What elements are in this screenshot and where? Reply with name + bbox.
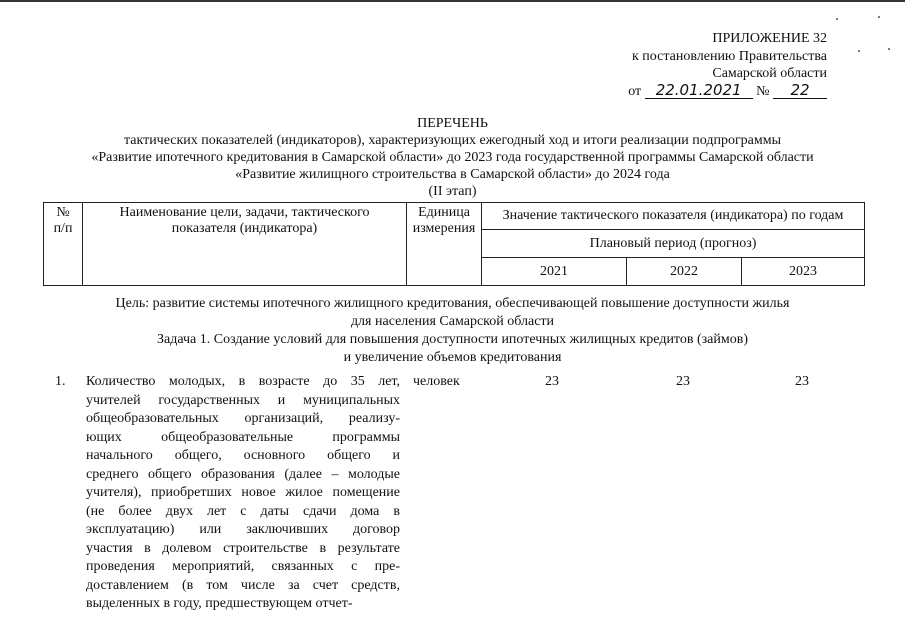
indicators-table-header bbox=[43, 202, 865, 286]
document-heading bbox=[30, 115, 875, 200]
row-unit: человек bbox=[413, 374, 460, 389]
col-unit-header: Единица измерения bbox=[407, 203, 482, 286]
appendix-line2: к постановлению Правительства bbox=[631, 48, 827, 64]
number-prefix: № bbox=[756, 83, 770, 99]
col-name-header: Наименование цели, задачи, тактического показателя (индикатора) bbox=[83, 203, 407, 286]
handwritten-date: 22.01.2021 bbox=[645, 83, 753, 99]
goal-line: Цель: развитие системы ипотечного жилищного кредитования, обеспечивающей повышение доступности жилья bbox=[115, 296, 790, 311]
appendix-title: ПРИЛОЖЕНИЕ 32 bbox=[712, 31, 827, 46]
date-prefix: от bbox=[628, 83, 642, 99]
heading-title: ПЕРЕЧЕНЬ bbox=[417, 116, 488, 131]
appendix-block bbox=[527, 30, 827, 100]
row-value-2023: 23 bbox=[795, 374, 809, 389]
scan-speck bbox=[878, 16, 880, 18]
row-description: Количество молодых, в возрасте до 35 лет, учителей государственных и муниципальных общеобразовательных организаций, реализу- ющих общеобразовательные программы начального общего, основного общего и среднего общего образования (далее – молодые учителя), приобретших новое жилое помещение (не более двух лет с даты сдачи дома в эксплуатацию) или заключивших договор участия в долевом строительстве в результате проведения мероприятий, связанных с пре- доставлением (в том числе за счет средств, выделенных в году, предшествующем отчет- bbox=[86, 374, 400, 611]
planned-period-header: Плановый период (прогноз) bbox=[482, 230, 865, 258]
year-header: 2022 bbox=[627, 258, 742, 286]
task-line: Задача 1. Создание условий для повышения доступности ипотечных жилищных кредитов (займов) bbox=[156, 332, 749, 347]
row-value-2022: 23 bbox=[676, 374, 690, 389]
scan-speck bbox=[888, 48, 890, 50]
row-number: 1. bbox=[55, 374, 66, 389]
top-scan-border bbox=[0, 0, 905, 2]
heading-line: тактических показателей (индикаторов), характеризующих ежегодный ход и итоги реализации подпрограммы bbox=[123, 133, 782, 148]
task-line: и увеличение объемов кредитования bbox=[343, 350, 562, 365]
scan-speck bbox=[836, 18, 838, 20]
scan-speck bbox=[858, 50, 860, 52]
year-header: 2023 bbox=[742, 258, 865, 286]
goal-line: для населения Самарской области bbox=[350, 314, 555, 329]
heading-stage: (II этап) bbox=[428, 184, 477, 199]
appendix-line3: Самарской области bbox=[712, 66, 827, 81]
col-number-header: № п/п bbox=[44, 203, 83, 286]
col-values-header: Значение тактического показателя (индикатора) по годам bbox=[482, 203, 865, 230]
handwritten-number: 22 bbox=[773, 83, 827, 99]
row-value-2021: 23 bbox=[545, 374, 559, 389]
heading-line: «Развитие жилищного строительства в Самарской области» до 2024 года bbox=[235, 167, 670, 182]
year-header: 2021 bbox=[482, 258, 627, 286]
heading-line: «Развитие ипотечного кредитования в Самарской области» до 2023 года государственной программы Самарской области bbox=[91, 150, 814, 165]
goal-section bbox=[40, 295, 865, 367]
appendix-date-line bbox=[527, 80, 827, 101]
